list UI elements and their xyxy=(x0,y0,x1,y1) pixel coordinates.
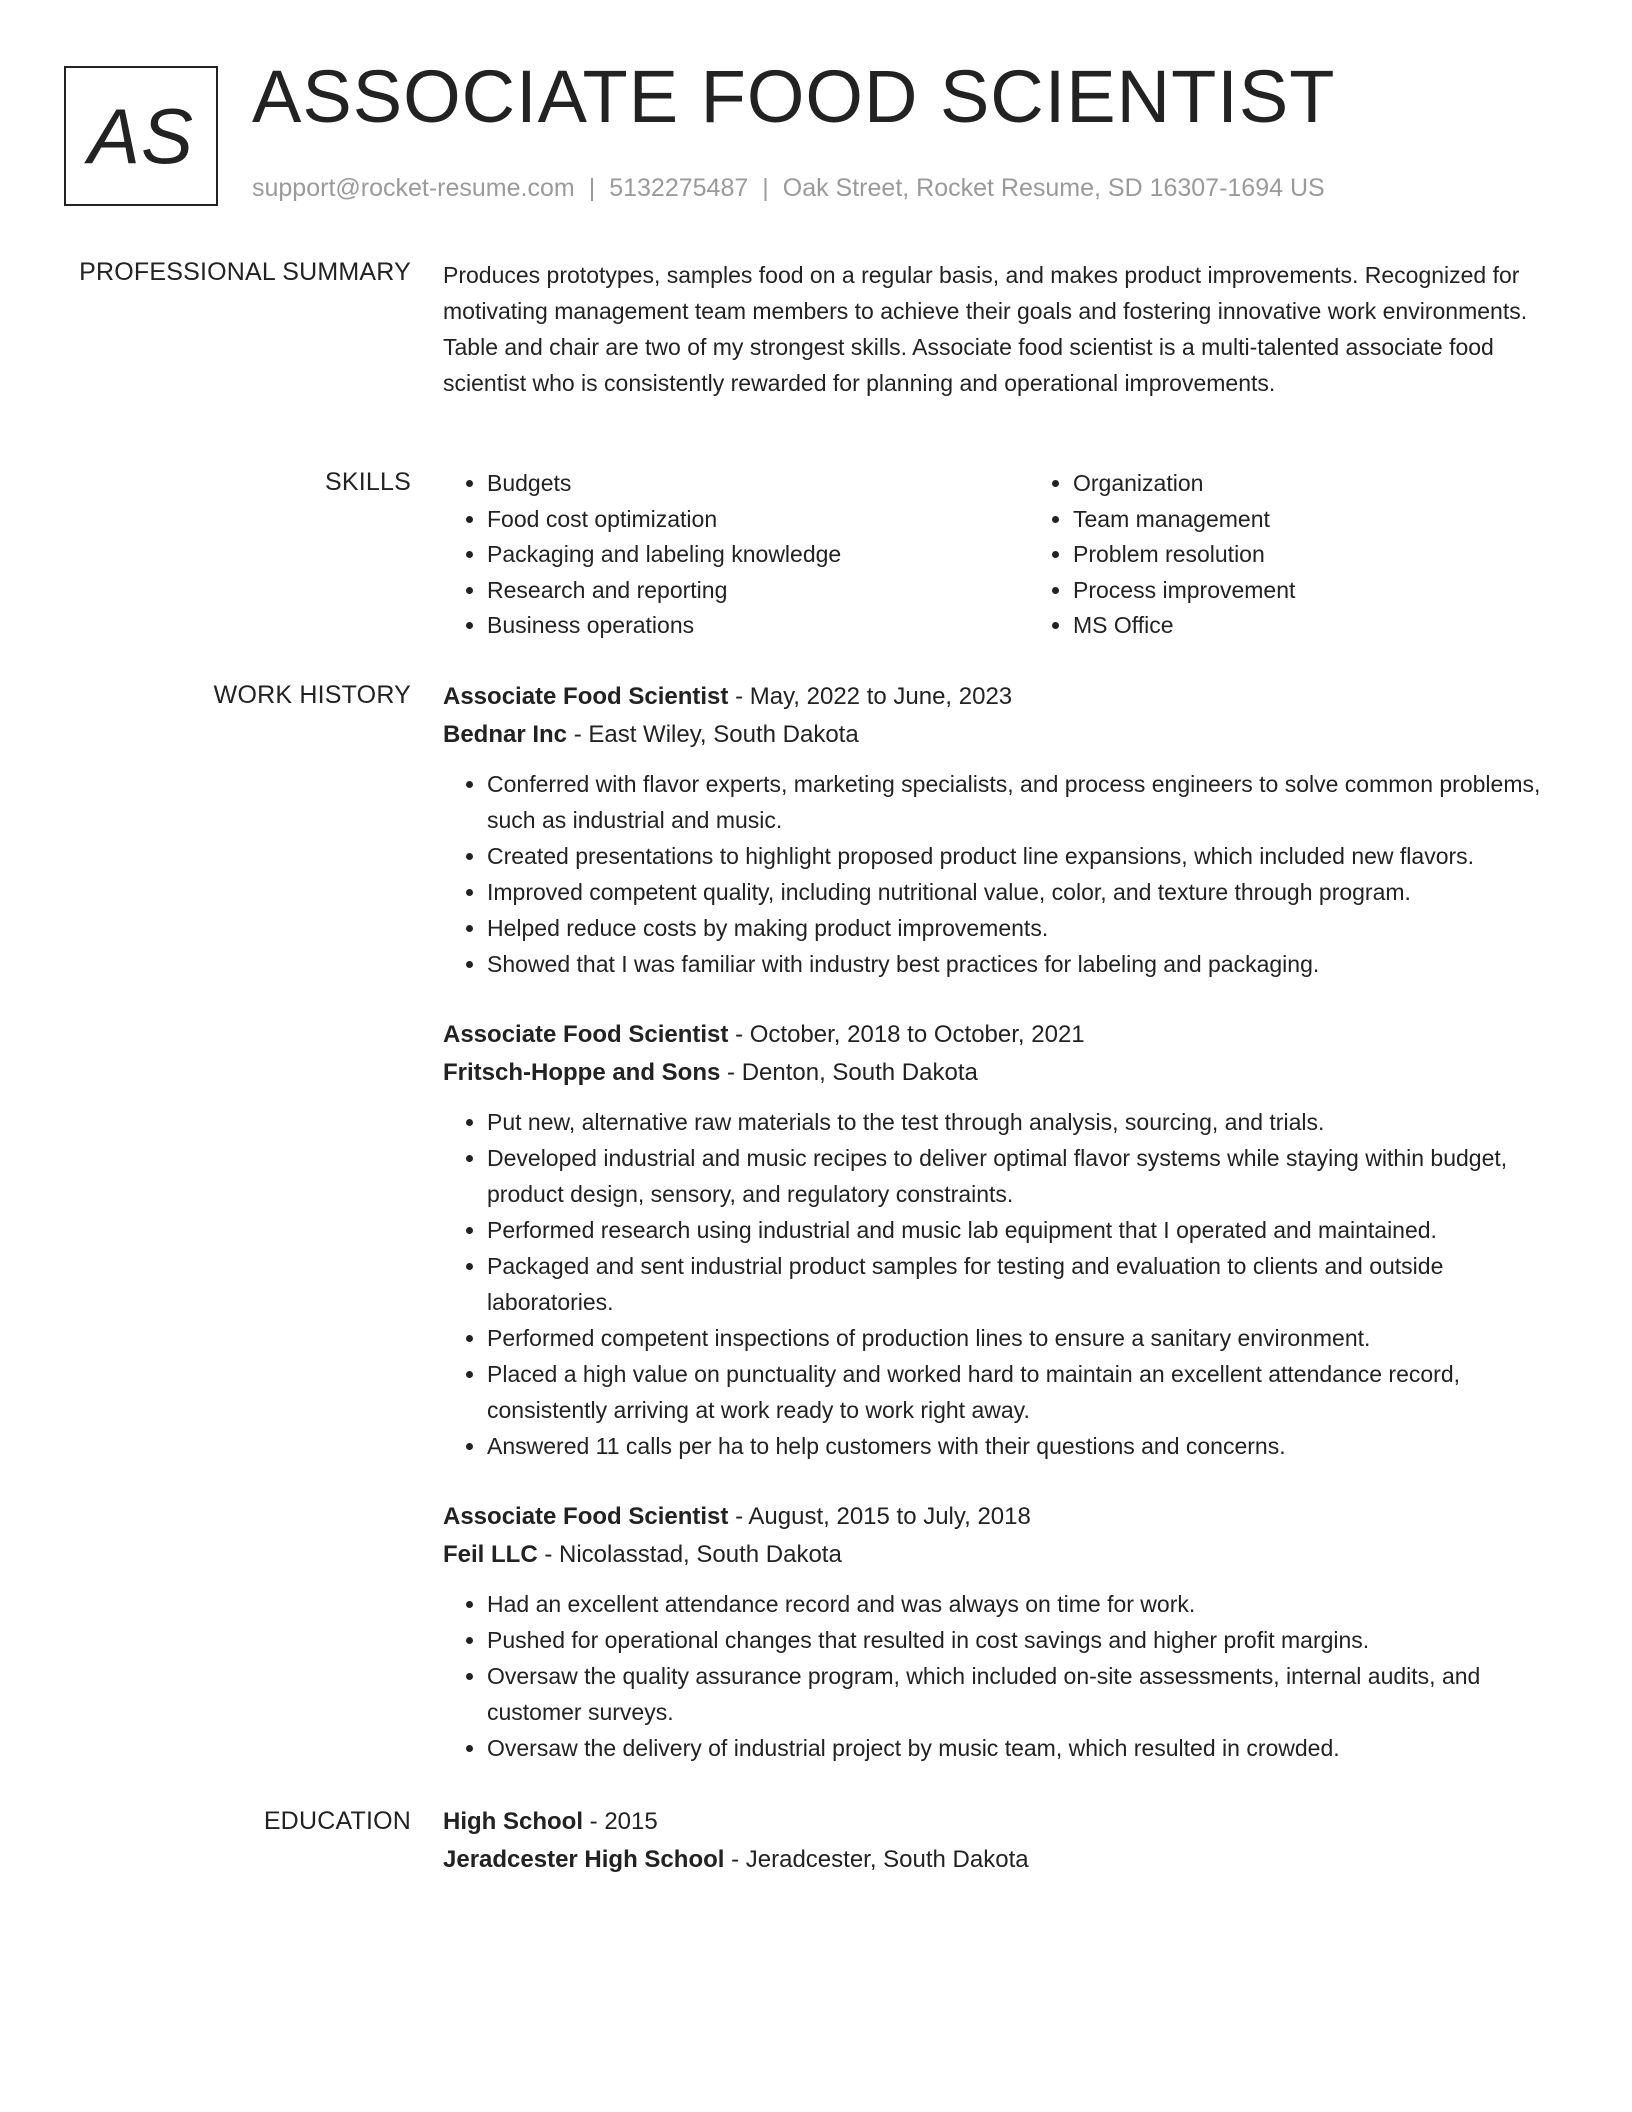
job-bullet: • Improved competent quality, including nutritional value, color, and texture through program. xyxy=(487,874,1558,910)
skill-item: • Food cost optimization xyxy=(487,502,972,538)
summary-text: Produces prototypes, samples food on a regular basis, and makes product improvements. Recognized for motivating management team members to achieve their goals and fostering innovative work environments. Table and chair are two of my strongest skills. Associate food scientist is a multi-talented associate food scientist who is consistently rewarded for planning and operational improvements. xyxy=(443,262,1528,396)
job-location: - Nicolasstad, South Dakota xyxy=(537,1541,842,1568)
job-bullet: • Oversaw the delivery of industrial project by music team, which resulted in crowded. xyxy=(487,1730,1558,1766)
job-bullet: • Answered 11 calls per ha to help customers with their questions and concerns. xyxy=(487,1428,1558,1464)
job-bullets xyxy=(443,1586,1558,1766)
separator: | xyxy=(588,174,596,202)
job-bullet: • Had an excellent attendance record and was always on time for work. xyxy=(487,1586,1558,1622)
job-bullet: • Developed industrial and music recipes to deliver optimal flavor systems while staying within budget, product design, sensory, and regulatory constraints. xyxy=(487,1140,1558,1212)
skill-item: • Problem resolution xyxy=(1073,537,1558,573)
job-entry xyxy=(443,678,1558,982)
job-bullet: • Put new, alternative raw materials to the test through analysis, sourcing, and trials. xyxy=(487,1104,1558,1140)
job-dates: - October, 2018 to October, 2021 xyxy=(728,1021,1085,1048)
job-dates: - May, 2022 to June, 2023 xyxy=(728,683,1013,710)
skills-heading: SKILLS xyxy=(325,468,411,496)
skill-item: • MS Office xyxy=(1073,608,1558,644)
job-bullet: • Created presentations to highlight proposed product line expansions, which included new flavors. xyxy=(487,838,1558,874)
summary-heading: PROFESSIONAL SUMMARY xyxy=(79,258,411,286)
job-bullet: • Performed research using industrial and music lab equipment that I operated and maintained. xyxy=(487,1212,1558,1248)
job-bullets xyxy=(443,766,1558,982)
job-location: - East Wiley, South Dakota xyxy=(567,721,859,748)
page-title: ASSOCIATE FOOD SCIENTIST xyxy=(252,55,1336,138)
skill-item: • Research and reporting xyxy=(487,573,972,609)
skill-item: • Packaging and labeling knowledge xyxy=(487,537,972,573)
job-title: Associate Food Scientist xyxy=(443,1503,729,1530)
skill-item: • Business operations xyxy=(487,608,972,644)
skill-item: • Budgets xyxy=(487,466,972,502)
email-text: support@rocket-resume.com xyxy=(252,174,575,202)
education-heading: EDUCATION xyxy=(263,1807,411,1835)
education-degree: High School xyxy=(443,1808,583,1835)
job-company-line xyxy=(443,1054,1558,1092)
job-bullet: • Helped reduce costs by making product improvements. xyxy=(487,910,1558,946)
work-history-heading: WORK HISTORY xyxy=(213,681,411,709)
job-title-line xyxy=(443,1498,1558,1536)
skill-item: • Organization xyxy=(1073,466,1558,502)
skills-section xyxy=(443,466,1558,644)
address-text: Oak Street, Rocket Resume, SD 16307-1694 US xyxy=(782,174,1325,202)
job-company-line xyxy=(443,716,1558,754)
separator: | xyxy=(762,174,769,202)
job-bullet: • Packaged and sent industrial product samples for testing and evaluation to clients and outside laboratories. xyxy=(487,1248,1558,1320)
education-degree-line xyxy=(443,1803,1558,1841)
education-school: Jeradcester High School xyxy=(443,1846,725,1873)
job-title-line xyxy=(443,678,1558,716)
monogram-logo: AS xyxy=(64,66,218,206)
job-company-line xyxy=(443,1536,1558,1574)
job-title: Associate Food Scientist xyxy=(443,1021,729,1048)
job-company: Bednar Inc xyxy=(443,721,568,748)
education-year: - 2015 xyxy=(583,1808,658,1835)
skill-item: • Team management xyxy=(1073,502,1558,538)
contact-line xyxy=(252,174,1325,203)
job-company: Feil LLC xyxy=(443,1541,538,1568)
skills-column-2 xyxy=(972,466,1558,644)
job-entry xyxy=(443,1016,1558,1464)
job-bullet: • Performed competent inspections of production lines to ensure a sanitary environment. xyxy=(487,1320,1558,1356)
phone-text: 5132275487 xyxy=(609,174,749,202)
skills-column-1 xyxy=(443,466,972,644)
job-bullet: • Showed that I was familiar with industry best practices for labeling and packaging. xyxy=(487,946,1558,982)
education-location: - Jeradcester, South Dakota xyxy=(724,1846,1029,1873)
summary-section xyxy=(443,257,1558,401)
job-title-line xyxy=(443,1016,1558,1054)
job-dates: - August, 2015 to July, 2018 xyxy=(728,1503,1031,1530)
education-section xyxy=(443,1803,1558,1879)
job-bullets xyxy=(443,1104,1558,1464)
job-title: Associate Food Scientist xyxy=(443,683,729,710)
skill-item: • Process improvement xyxy=(1073,573,1558,609)
job-bullet: • Placed a high value on punctuality and worked hard to maintain an excellent attendance record, consistently arriving at work ready to work right away. xyxy=(487,1356,1558,1428)
job-company: Fritsch-Hoppe and Sons xyxy=(443,1059,721,1086)
education-school-line xyxy=(443,1841,1558,1879)
job-bullet: • Oversaw the quality assurance program, which included on-site assessments, internal audits, and customer surveys. xyxy=(487,1658,1558,1730)
job-entry xyxy=(443,1498,1558,1766)
job-bullet: • Conferred with flavor experts, marketing specialists, and process engineers to solve common problems, such as industrial and music. xyxy=(487,766,1558,838)
job-location: - Denton, South Dakota xyxy=(720,1059,978,1086)
job-bullet: • Pushed for operational changes that resulted in cost savings and higher profit margins. xyxy=(487,1622,1558,1658)
